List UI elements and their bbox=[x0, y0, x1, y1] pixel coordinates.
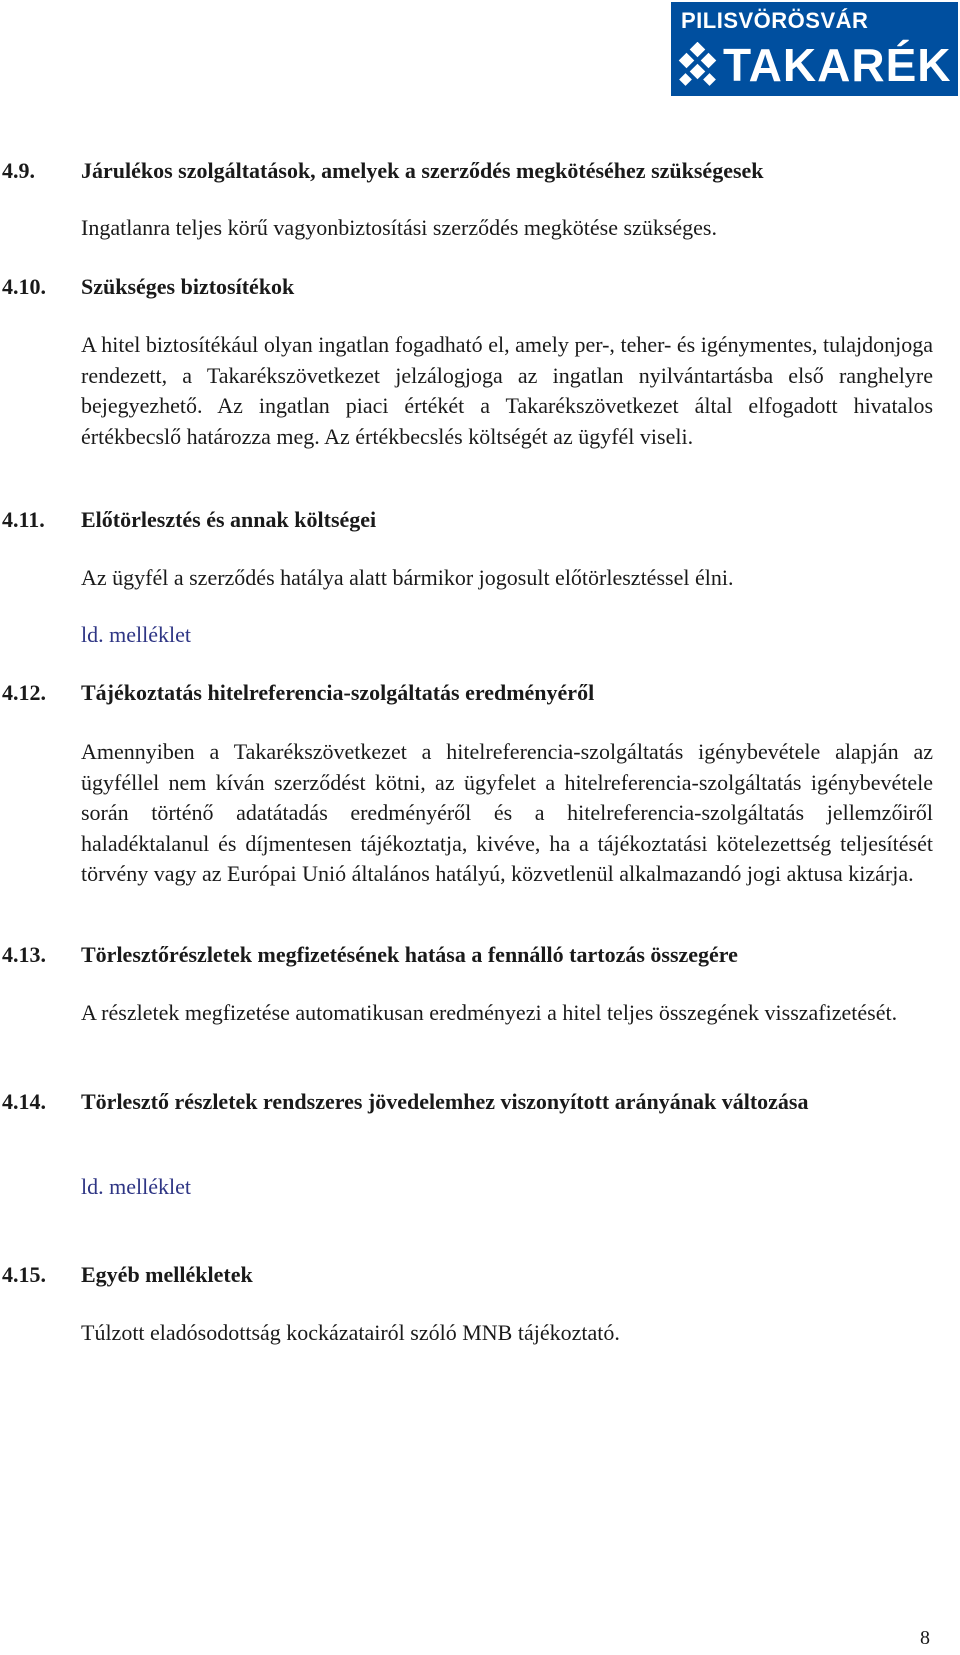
section-title: Tájékoztatás hitelreferencia-szolgáltatás eredményéről bbox=[81, 680, 595, 705]
section-title: Járulékos szolgáltatások, amelyek a szerződés megkötéséhez szükségesek bbox=[81, 158, 764, 183]
section-body: A részletek megfizetése automatikusan eredményezi a hitel teljes összegének visszafizetését. bbox=[81, 1000, 898, 1025]
section-number: 4.12. bbox=[2, 680, 46, 705]
page-number: 8 bbox=[920, 1627, 930, 1649]
section-body: Az ügyfél a szerződés hatálya alatt bármikor jogosult előtörlesztéssel élni. bbox=[81, 565, 734, 590]
section-title: Előtörlesztés és annak költségei bbox=[81, 507, 377, 532]
section-body: Túlzott eladósodottság kockázatairól szóló MNB tájékoztató. bbox=[81, 1320, 620, 1345]
section-number: 4.13. bbox=[2, 942, 46, 967]
bank-logo bbox=[671, 2, 958, 96]
section-title: Törlesztőrészletek megfizetésének hatása a fennálló tartozás összegére bbox=[81, 942, 738, 967]
annex-link[interactable]: ld. melléklet bbox=[81, 1174, 191, 1199]
section-body: A hitel biztosítékául olyan ingatlan fogadható el, amely per-, teher- és igénymentes, tulajdonjoga rendezett, a Takarékszövetkezet jelzálogjoga az ingatlan nyilvántartásba első ranghelyre bejegyezhető. Az ingatlan piaci értékét a Takarékszövetkezet által elfogadott hivatalos értékbecslő határozza meg. Az értékbecslés költségét az ügyfél viseli. bbox=[81, 332, 933, 449]
section-number: 4.11. bbox=[2, 507, 45, 532]
section-body: Ingatlanra teljes körű vagyonbiztosítási szerződés megkötése szükséges. bbox=[81, 215, 717, 240]
section-body: Amennyiben a Takarékszövetkezet a hitelreferencia-szolgáltatás igénybevétele alapján az ügyféllel nem kíván szerződést kötni, az ügyfelet a hitelreferencia-szolgáltatás igénybevétele során történő adatátadás eredményéről és a hitelreferencia-szolgáltatás jellemzőiről haladéktalanul és díjmentesen tájékoztatja, kivéve, ha a tájékoztatási kötelezettség teljesítését törvény vagy az Európai Unió általános hatályú, közvetlenül alkalmazandó jogi aktusa kizárja. bbox=[81, 739, 933, 887]
section-number: 4.15. bbox=[2, 1262, 46, 1287]
section-number: 4.9. bbox=[2, 158, 35, 183]
annex-link[interactable]: ld. melléklet bbox=[81, 622, 191, 647]
logo-bottom-text: TAKARÉK bbox=[723, 39, 952, 91]
diamond-cluster-icon bbox=[677, 42, 719, 88]
logo-top-text: PILISVÖRÖSVÁR bbox=[681, 8, 869, 33]
section-number: 4.10. bbox=[2, 274, 46, 299]
section-title: Törlesztő részletek rendszeres jövedelemhez viszonyított arányának változása bbox=[81, 1089, 809, 1114]
section-title: Egyéb mellékletek bbox=[81, 1262, 253, 1287]
section-title: Szükséges biztosítékok bbox=[81, 274, 295, 299]
section-number: 4.14. bbox=[2, 1089, 46, 1114]
